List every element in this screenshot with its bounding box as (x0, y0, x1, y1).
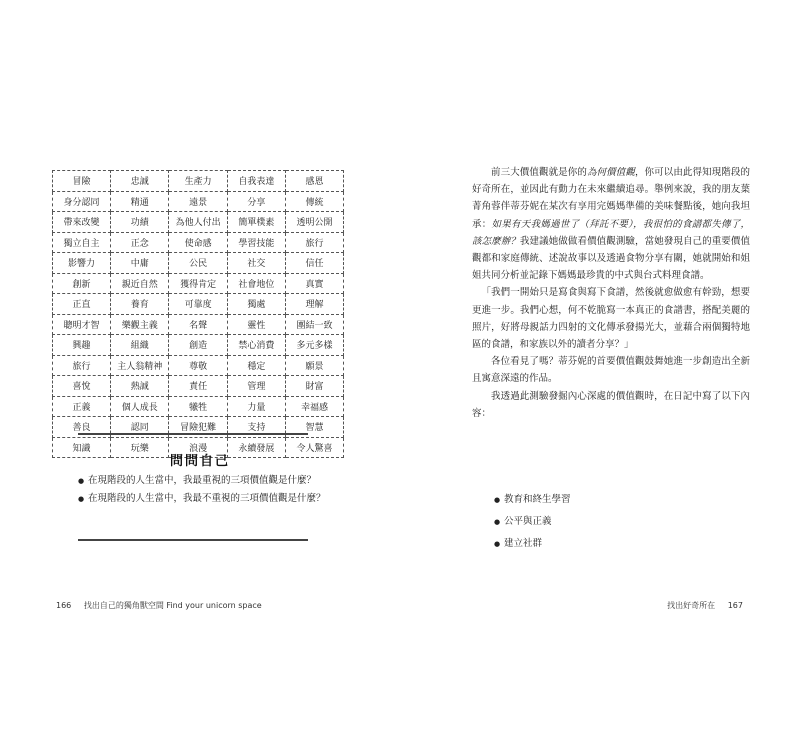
value-cell: 犧牲 (169, 396, 227, 417)
value-cell: 禁心消費 (227, 335, 285, 356)
text-segment: ，你可以由此得知現階段的好奇所在，並因此有動力在未來繼續追尋。舉例來說，我的朋友葉菁角蓉伴蒂芬妮在某次有享用完媽媽準備的美味餐點後，她向我坦承： (472, 167, 750, 230)
value-cell: 善良 (53, 417, 111, 438)
section-divider-bottom (78, 539, 308, 541)
value-cell: 自我表達 (227, 171, 285, 192)
value-cell: 可靠度 (169, 294, 227, 315)
body-text (472, 164, 750, 422)
value-cell: 喜悅 (53, 376, 111, 397)
table-row (53, 273, 344, 294)
value-cell: 帶來改變 (53, 212, 111, 233)
value-cell: 願景 (285, 355, 343, 376)
value-cell: 認同 (111, 417, 169, 438)
page-number: 167 (727, 601, 743, 610)
value-cell: 社會地位 (227, 273, 285, 294)
value-cell: 靈性 (227, 314, 285, 335)
value-cell: 學習技能 (227, 232, 285, 253)
table-row (53, 294, 344, 315)
value-cell: 組織 (111, 335, 169, 356)
right-page (400, 0, 800, 744)
list-item: ● 公平與正義 (494, 511, 571, 533)
value-cell: 旅行 (285, 232, 343, 253)
value-cell: 名聲 (169, 314, 227, 335)
value-cell: 透明公開 (285, 212, 343, 233)
value-cell: 獨處 (227, 294, 285, 315)
table-row (53, 355, 344, 376)
value-cell: 正義 (53, 396, 111, 417)
value-cell: 旅行 (53, 355, 111, 376)
page-number: 166 (56, 601, 72, 610)
table-row (53, 335, 344, 356)
value-cell: 樂觀主義 (111, 314, 169, 335)
value-cell: 力量 (227, 396, 285, 417)
value-cell: 熱誠 (111, 376, 169, 397)
value-cell: 理解 (285, 294, 343, 315)
value-cell: 簡單樸素 (227, 212, 285, 233)
value-cell: 冒險 (53, 171, 111, 192)
handwritten-note: 如果有天我媽過世了（拜託不要），我很怕的食譜都失傳了，該怎麼辦？ (472, 218, 750, 247)
running-title: 找出自己的獨角獸空間 Find your unicorn space (83, 601, 262, 610)
value-cell: 令人驚喜 (285, 437, 343, 458)
table-row (53, 253, 344, 274)
value-cell: 主人翁精神 (111, 355, 169, 376)
value-cell: 聰明才智 (53, 314, 111, 335)
value-cell: 使命感 (169, 232, 227, 253)
value-cell: 興趣 (53, 335, 111, 356)
quote-paragraph (472, 284, 750, 353)
value-cell: 社交 (227, 253, 285, 274)
text-segment: 各位看見了嗎？蒂芬妮的首要價值觀鼓舞她進一步創造出全新且寓意深遠的作品。 (472, 356, 750, 385)
ask-yourself-title: 問問自己 (169, 454, 230, 469)
value-cell: 尊敬 (169, 355, 227, 376)
value-cell: 責任 (169, 376, 227, 397)
value-cell: 智慧 (285, 417, 343, 438)
value-cell: 親近自然 (111, 273, 169, 294)
value-cell: 穩定 (227, 355, 285, 376)
table-row (53, 232, 344, 253)
body-paragraph (472, 353, 750, 387)
value-cell: 身分認同 (53, 191, 111, 212)
value-cell: 中庸 (111, 253, 169, 274)
value-cell: 生產力 (169, 171, 227, 192)
running-title: 找出好奇所在 (667, 601, 716, 610)
body-paragraph (472, 388, 750, 422)
value-cell: 創新 (53, 273, 111, 294)
value-cell: 分享 (227, 191, 285, 212)
value-cell: 忠誠 (111, 171, 169, 192)
value-cell: 支持 (227, 417, 285, 438)
text-segment: 前三大價值觀就是你的 (491, 167, 587, 178)
left-footer (56, 600, 262, 611)
value-cell: 財富 (285, 376, 343, 397)
value-cell: 玩樂 (111, 437, 169, 458)
question-item: ● 在現階段的人生當中，我最重視的三項價值觀是什麼？ (78, 472, 326, 490)
value-cell: 感恩 (285, 171, 343, 192)
value-cell: 團結一致 (285, 314, 343, 335)
value-cell: 知識 (53, 437, 111, 458)
value-cell: 多元多樣 (285, 335, 343, 356)
value-cell: 正念 (111, 232, 169, 253)
table-row (53, 396, 344, 417)
text-segment: 我建議她做做看價值觀測驗，當她發現自己的重要價值觀都和家庭傳統、述說故事以及透過食物分享有關，她就開始和姐姐共同分析並記錄下媽媽最珍貴的中式與台式料理食譜。 (472, 235, 750, 282)
value-cell: 養育 (111, 294, 169, 315)
handwritten-note: 為何價值觀 (586, 167, 635, 178)
value-cell: 個人成長 (111, 396, 169, 417)
journal-points (494, 489, 571, 555)
text-segment: 我透過此測驗發掘內心深處的價值觀時，在日記中寫了以下內容： (472, 390, 750, 419)
value-cell: 影響力 (53, 253, 111, 274)
table-row (53, 191, 344, 212)
value-cell: 精通 (111, 191, 169, 212)
question-item: ● 在現階段的人生當中，我最不重視的三項價值觀是什麼？ (78, 490, 326, 508)
values-table (52, 170, 344, 458)
right-footer (667, 600, 743, 611)
list-item: ● 教育和終生學習 (494, 489, 571, 511)
table-row (53, 314, 344, 335)
value-cell: 幸福感 (285, 396, 343, 417)
value-cell: 獲得肯定 (169, 273, 227, 294)
ask-yourself-list (78, 472, 326, 508)
value-cell: 正直 (53, 294, 111, 315)
value-cell: 永續發展 (227, 437, 285, 458)
value-cell: 遠景 (169, 191, 227, 212)
body-paragraph (472, 164, 750, 284)
value-cell: 獨立自主 (53, 232, 111, 253)
text-segment: 「我們一開始只是寫食與寫下食譜，然後就愈做愈有幹勁，想要更進一步。我們心想，何不乾脆寫一本真正的食譜書，搭配美麗的照片，好將母親話力四射的文化傳承發揚光大，並藉合兩個獨特地區的食譜，和家族以外的讀者分享？」 (472, 287, 750, 351)
section-divider-top (78, 433, 308, 435)
value-cell: 傳統 (285, 191, 343, 212)
value-cell: 冒險犯難 (169, 417, 227, 438)
table-row (53, 212, 344, 233)
value-cell: 真實 (285, 273, 343, 294)
value-cell: 功績 (111, 212, 169, 233)
value-cell: 公民 (169, 253, 227, 274)
table-row (53, 376, 344, 397)
value-cell: 為他人付出 (169, 212, 227, 233)
table-row (53, 171, 344, 192)
value-cell: 信任 (285, 253, 343, 274)
value-cell: 管理 (227, 376, 285, 397)
value-cell: 創造 (169, 335, 227, 356)
value-cell: 浪漫 (169, 437, 227, 458)
list-item: ● 建立社群 (494, 533, 571, 555)
